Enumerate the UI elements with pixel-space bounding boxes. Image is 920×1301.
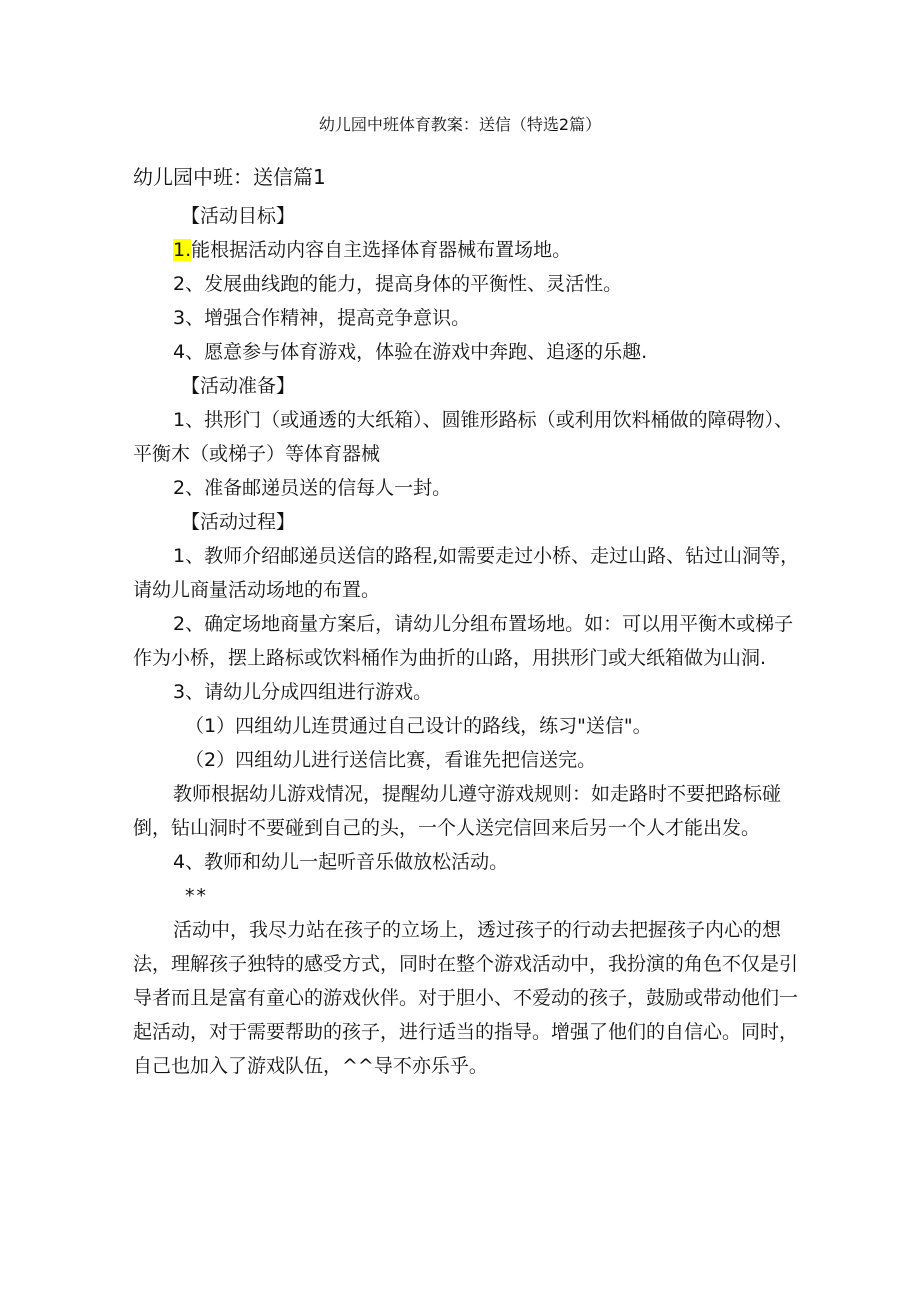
sub-item: （2）四组幼儿进行送信比赛，看谁先把信送完。 xyxy=(185,749,597,771)
list-item: 3、请幼儿分成四组进行游戏。 xyxy=(173,681,433,703)
item-text: 能根据活动内容自主选择体育器械布置场地。 xyxy=(191,239,572,261)
separator-stars: ** xyxy=(185,885,208,907)
list-item: 1、拱形门（或通透的大纸箱）、圆锥形路标（或利用饮料桶做的障碍物）、平衡木（或梯子）等体育器械 xyxy=(133,409,794,465)
list-item: 1、教师介绍邮递员送信的路程,如需要走过小桥、走过山路、钻过山洞等，请幼儿商量活动场地的布置。 xyxy=(133,545,800,601)
section-title: 幼儿园中班：送信篇1 xyxy=(133,165,326,189)
section-heading: 【活动准备】 xyxy=(181,375,296,397)
list-item: 2、准备邮递员送的信每人一封。 xyxy=(173,477,452,499)
list-item xyxy=(133,233,801,267)
sub-item: （1）四组幼儿连贯通过自己设计的路线，练习"送信"。 xyxy=(185,715,652,737)
section-heading: 【活动目标】 xyxy=(181,205,296,227)
highlighted-number: 1. xyxy=(173,239,192,261)
list-item: 2、发展曲线跑的能力，提高身体的平衡性、灵活性。 xyxy=(173,273,623,295)
list-item: 4、愿意参与体育游戏，体验在游戏中奔跑、追逐的乐趣. xyxy=(173,341,648,363)
document-body xyxy=(133,199,801,1083)
section-heading: 【活动过程】 xyxy=(181,511,296,533)
list-item: 4、教师和幼儿一起听音乐做放松活动。 xyxy=(173,851,509,873)
list-item: 教师根据幼儿游戏情况，提醒幼儿遵守游戏规则：如走路时不要把路标碰倒，钻山洞时不要碰到自己的头，一个人送完信回来后另一个人才能出发。 xyxy=(133,783,782,839)
list-item: 2、确定场地商量方案后，请幼儿分组布置场地。如：可以用平衡木或梯子作为小桥，摆上路标或饮料桶作为曲折的山路，用拱形门或大纸箱做为山洞. xyxy=(133,613,794,669)
document-title: 幼儿园中班体育教案：送信（特选2篇） xyxy=(318,115,602,134)
list-item: 活动中，我尽力站在孩子的立场上，透过孩子的行动去把握孩子内心的想法，理解孩子独特的感受方式，同时在整个游戏活动中，我扮演的角色不仅是引导者而且是富有童心的游戏伙伴。对于胆小、不爱动的孩子，鼓励或带动他们一起活动，对于需要帮助的孩子，进行适当的指导。增强了他们的自信心。同时，自己也加入了游戏队伍，^^导不亦乐乎。 xyxy=(133,919,799,1077)
list-item: 3、增强合作精神，提高竞争意识。 xyxy=(173,307,471,329)
